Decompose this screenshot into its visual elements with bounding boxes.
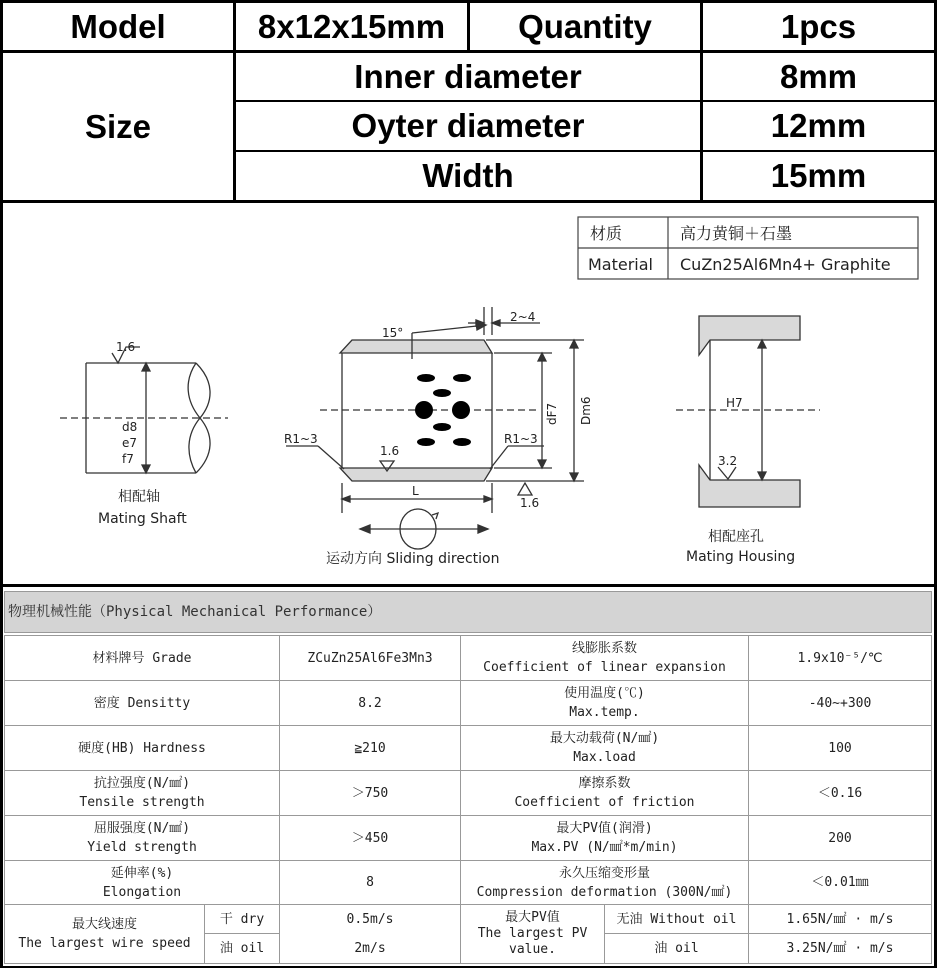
oil-label: 油 oil [219, 941, 265, 956]
hardness-value: ≧210 [354, 740, 386, 756]
yield-label: 屈服强度(N/㎟) Yield strength [87, 821, 197, 855]
inner-diameter-label: Inner diameter [354, 57, 582, 95]
model-label: Model [70, 7, 166, 45]
width-label: Width [422, 157, 514, 194]
friction-label: 摩擦系数 Coefficient of friction [514, 776, 695, 810]
material-en-value: CuZn25Al6Mn4+ Graphite [680, 255, 891, 274]
mating-housing [676, 316, 820, 507]
max-temp-label: 使用温度(℃) Max.temp. [564, 686, 645, 720]
mating-shaft [60, 347, 228, 473]
density-label: 密度 Densitty [93, 695, 191, 711]
shaft-roughness: 1.6 [116, 340, 136, 354]
dry-speed-value: 0.5m/s [346, 911, 394, 927]
hardness-label: 硬度(HB) Hardness [78, 740, 206, 756]
dry-label: 干 dry [219, 911, 265, 927]
with-oil-label: 油 oil [654, 941, 699, 956]
shaft-tol-2: e7 [122, 436, 138, 450]
shaft-caption-cn: 相配轴 [118, 489, 160, 505]
wire-speed-label: 最大线速度 The largest wire speed [18, 917, 191, 951]
without-oil-label: 无油 Without oil [616, 911, 737, 927]
technical-drawing [0, 203, 937, 587]
quantity-value: 1pcs [780, 7, 857, 45]
bushing-outer-roughness: 1.6 [520, 496, 540, 510]
shaft-tol-1: d8 [122, 420, 138, 434]
oil-speed-value: 2m/s [354, 941, 386, 956]
density-value: 8.2 [358, 695, 382, 711]
bushing-angle: 15° [382, 326, 404, 340]
elongation-label: 延伸率(%) Elongation [102, 865, 182, 900]
bushing-length: L [412, 484, 419, 498]
drawing-panel [0, 203, 937, 587]
max-load-value: 100 [828, 740, 852, 756]
bushing-outer-tol: Dm6 [579, 396, 593, 425]
tensile-label: 抗拉强度(N/㎟) Tensile strength [79, 776, 205, 810]
spec-table [0, 0, 937, 204]
performance-section [0, 587, 937, 968]
with-oil-pv-value: 3.25N/㎟ · m/s [786, 941, 894, 956]
model-value: 8x12x15mm [257, 7, 446, 45]
bushing-inner-tol: dF7 [545, 402, 559, 425]
size-label: Size [84, 107, 152, 145]
max-temp-value: -40~+300 [808, 695, 872, 711]
compression-value: ＜0.01㎜ [811, 875, 869, 890]
bushing-inner-roughness: 1.6 [380, 444, 400, 458]
max-pv-lubricated-value: 200 [828, 830, 852, 846]
bushing-radius-right: R1~3 [504, 432, 538, 446]
max-load-label: 最大动载荷(N/㎟) Max.load [549, 731, 660, 765]
shaft-caption-en: Mating Shaft [98, 511, 187, 527]
material-cn-value: 高力黄铜＋石墨 [680, 224, 793, 243]
outer-diameter-label: Oyter diameter [351, 107, 585, 144]
largest-pv-label: 最大PV值 The largest PV value. [477, 910, 588, 957]
without-oil-pv-value: 1.65N/㎟ · m/s [786, 911, 894, 927]
max-pv-lubricated-label: 最大PV值(润滑) Max.PV (N/㎟*m/min) [531, 821, 678, 855]
performance-title: 物理机械性能（Physical Mechanical Performance） [8, 604, 382, 620]
housing-caption-cn: 相配座孔 [708, 529, 764, 545]
tensile-value: ＞750 [351, 785, 389, 801]
width-value: 15mm [770, 157, 867, 194]
friction-value: ＜0.16 [817, 785, 863, 801]
bushing [286, 307, 584, 549]
material-en-label: Material [588, 255, 653, 274]
shaft-tol-3: f7 [122, 452, 134, 466]
grade-label: 材料牌号 Grade [92, 650, 192, 666]
performance-table [4, 633, 932, 965]
bushing-chamfer: 2~4 [510, 310, 536, 324]
expansion-value: 1.9x10⁻⁵/℃ [797, 650, 883, 666]
quantity-label: Quantity [518, 7, 652, 45]
expansion-label: 线膨胀系数 Coefficient of linear expansion [483, 641, 726, 675]
yield-value: ＞450 [351, 830, 389, 846]
compression-label: 永久压缩变形量 Compression deformation (300N/㎟) [476, 865, 733, 900]
sliding-direction: 运动方向 Sliding direction [326, 551, 500, 567]
grade-value: ZCuZn25Al6Fe3Mn3 [307, 650, 433, 666]
material-cn-label: 材质 [590, 224, 623, 243]
housing-caption-en: Mating Housing [686, 549, 796, 565]
elongation-value: 8 [366, 875, 374, 890]
housing-tol: H7 [726, 396, 743, 410]
outer-diameter-value: 12mm [770, 107, 867, 144]
inner-diameter-value: 8mm [779, 57, 858, 95]
housing-roughness: 3.2 [718, 454, 738, 468]
bushing-radius-left: R1~3 [284, 432, 318, 446]
